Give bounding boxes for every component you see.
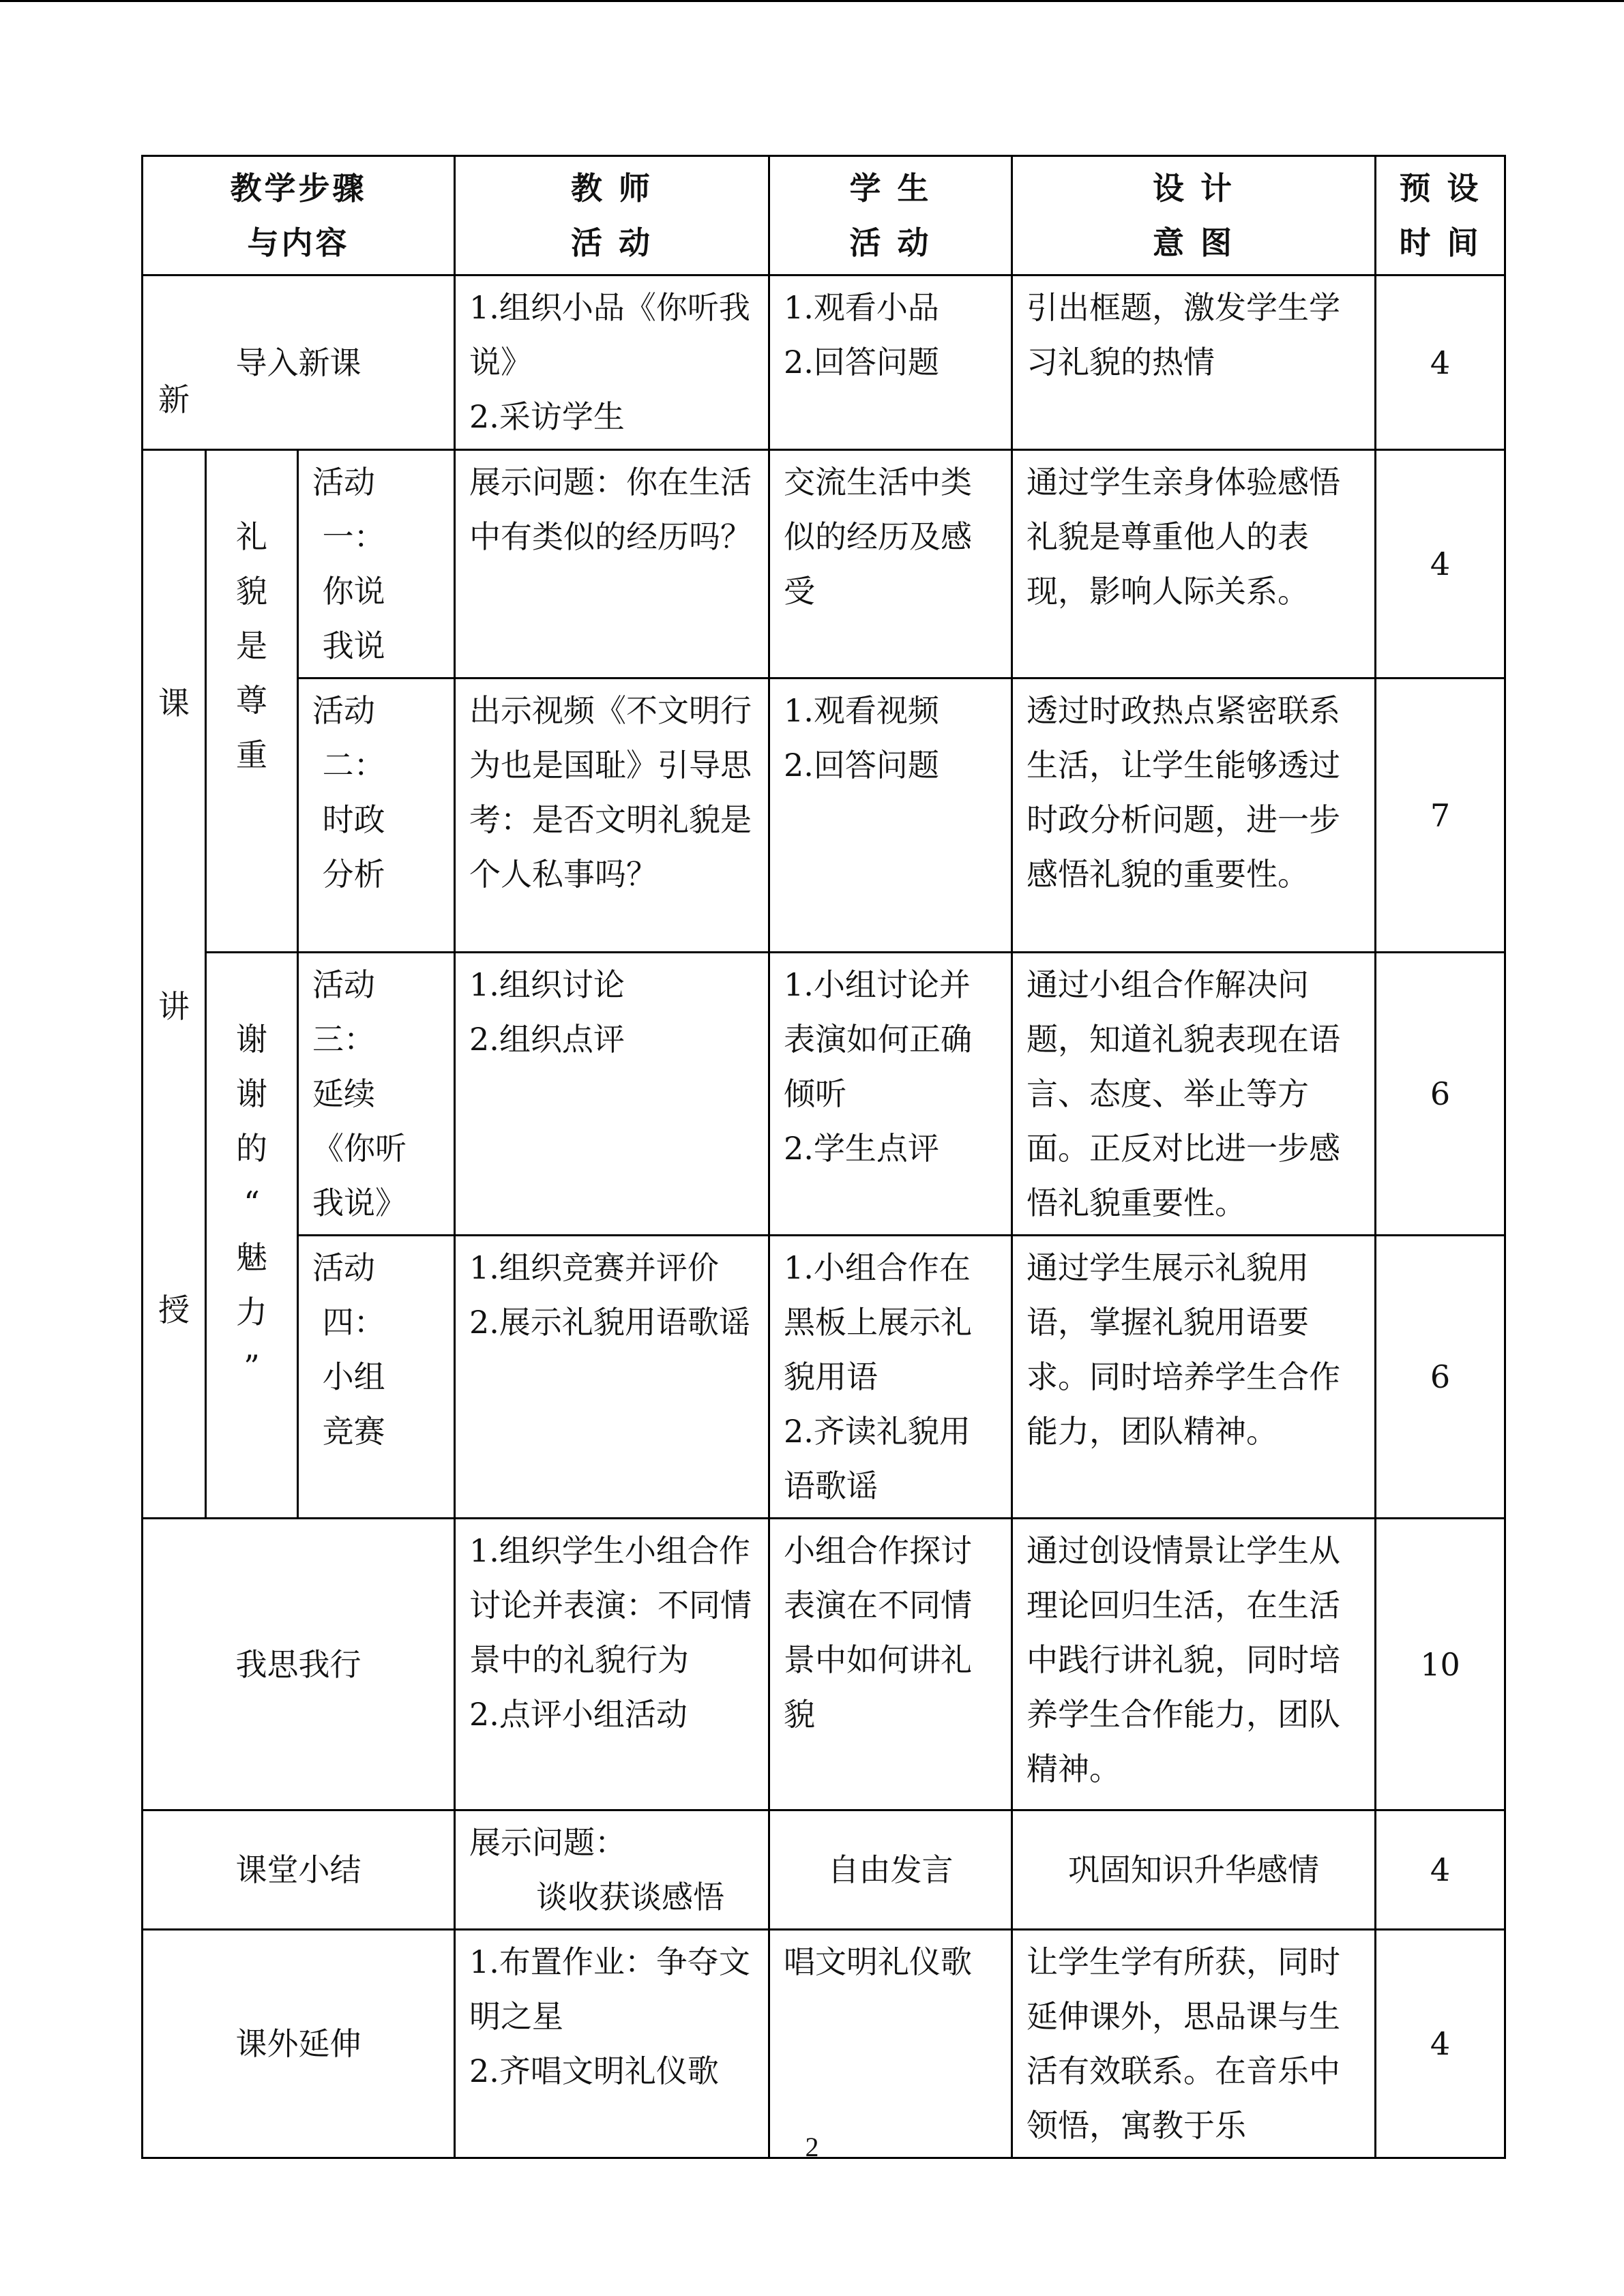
extension-student: 唱文明礼仪歌 bbox=[769, 1930, 1012, 2158]
activity-2-name: 活动 二： 时政 分析 bbox=[298, 679, 455, 953]
intro-design: 引出框题，激发学生学习礼貌的热情 bbox=[1012, 275, 1376, 450]
section1-char-3: 是 bbox=[236, 627, 267, 664]
activity-2-design: 透过时政热点紧密联系生活，让学生能够透过时政分析问题，进一步感悟礼貌的重要性。 bbox=[1012, 679, 1376, 953]
section1-char-5: 重 bbox=[236, 736, 267, 773]
summary-step: 课堂小结 bbox=[143, 1810, 455, 1930]
activity-1-student: 交流生活中类似的经历及感受 bbox=[769, 450, 1012, 679]
reflect-time: 10 bbox=[1376, 1519, 1505, 1810]
new-lesson-label bbox=[143, 381, 206, 1519]
activity-1-teacher: 展示问题：你在生活中有类似的经历吗？ bbox=[455, 450, 769, 679]
activity-3-teacher: 1.组织讨论 2.组织点评 bbox=[455, 953, 769, 1236]
header-time: 预 设 时 间 bbox=[1376, 156, 1505, 275]
header-design: 设 计 意 图 bbox=[1012, 156, 1376, 275]
summary-teacher-line1: 展示问题： bbox=[469, 1824, 627, 1861]
page-number: 2 bbox=[805, 2132, 819, 2162]
row-activity-1 bbox=[143, 450, 1505, 679]
section2-char-3: 的 bbox=[236, 1130, 267, 1167]
new-lesson-char-1: 新 bbox=[158, 381, 190, 418]
activity-4-design: 通过学生展示礼貌用语，掌握礼貌用语要求。同时培养学生合作能力，团队精神。 bbox=[1012, 1236, 1376, 1519]
summary-time: 4 bbox=[1376, 1810, 1505, 1930]
activity-3-student: 1.小组讨论并表演如何正确倾听 2.学生点评 bbox=[769, 953, 1012, 1236]
activity-4-teacher: 1.组织竞赛并评价 2.展示礼貌用语歌谣 bbox=[455, 1236, 769, 1519]
section2-char-7: ” bbox=[243, 1348, 260, 1385]
new-lesson-char-3: 讲 bbox=[158, 987, 190, 1025]
activity-3-design: 通过小组合作解决问题，知道礼貌表现在语言、态度、举止等方面。正反对比进一步感悟礼貌重要性。 bbox=[1012, 953, 1376, 1236]
activity-4-time: 6 bbox=[1376, 1236, 1505, 1519]
section1-label bbox=[206, 450, 298, 953]
activity-1-time: 4 bbox=[1376, 450, 1505, 679]
summary-teacher-line2: 谈收获谈感悟 bbox=[536, 1879, 725, 1915]
extension-time: 4 bbox=[1376, 1930, 1505, 2158]
activity-2-time: 7 bbox=[1376, 679, 1505, 953]
activity-2-student: 1.观看视频 2.回答问题 bbox=[769, 679, 1012, 953]
activity-1-design: 通过学生亲身体验感悟礼貌是尊重他人的表现，影响人际关系。 bbox=[1012, 450, 1376, 679]
reflect-step: 我思我行 bbox=[143, 1519, 455, 1810]
activity-3-name: 活动 三： 延续 《你听 我说》 bbox=[298, 953, 455, 1236]
activity-4-name: 活动 四： 小组 竞赛 bbox=[298, 1236, 455, 1519]
section1-char-4: 尊 bbox=[236, 682, 267, 719]
section2-char-5: 魅 bbox=[236, 1239, 267, 1276]
activity-3-time: 6 bbox=[1376, 953, 1505, 1236]
intro-time: 4 bbox=[1376, 275, 1505, 450]
new-lesson-char-2: 课 bbox=[158, 684, 190, 721]
extension-teacher: 1.布置作业：争夺文明之星 2.齐唱文明礼仪歌 bbox=[455, 1930, 769, 2158]
header-student: 学 生 活 动 bbox=[769, 156, 1012, 275]
extension-step: 课外延伸 bbox=[143, 1930, 455, 2158]
intro-step: 导入新课 bbox=[143, 275, 455, 450]
row-extension bbox=[143, 1930, 1505, 2158]
top-border-line bbox=[0, 0, 1624, 2]
lesson-plan-table bbox=[141, 155, 1506, 2159]
row-reflect bbox=[143, 1519, 1505, 1810]
header-step: 教学步骤 与内容 bbox=[143, 156, 455, 275]
summary-teacher bbox=[455, 1810, 769, 1930]
section2-char-1: 谢 bbox=[236, 1021, 267, 1058]
reflect-teacher: 1.组织学生小组合作讨论并表演：不同情景中的礼貌行为 2.点评小组活动 bbox=[455, 1519, 769, 1810]
section2-char-2: 谢 bbox=[236, 1075, 267, 1112]
section2-label bbox=[206, 953, 298, 1519]
intro-student: 1.观看小品 2.回答问题 bbox=[769, 275, 1012, 450]
row-activity-3 bbox=[143, 953, 1505, 1236]
activity-4-student: 1.小组合作在黑板上展示礼貌用语 2.齐读礼貌用语歌谣 bbox=[769, 1236, 1012, 1519]
extension-design: 让学生学有所获，同时延伸课外，思品课与生活有效联系。在音乐中领悟，寓教于乐 bbox=[1012, 1930, 1376, 2158]
section1-char-1: 礼 bbox=[236, 518, 267, 555]
summary-student: 自由发言 bbox=[769, 1810, 1012, 1930]
new-lesson-char-4: 授 bbox=[158, 1291, 190, 1328]
header-teacher: 教 师 活 动 bbox=[455, 156, 769, 275]
reflect-design: 通过创设情景让学生从理论回归生活，在生活中践行讲礼貌，同时培养学生合作能力，团队精神。 bbox=[1012, 1519, 1376, 1810]
activity-1-name: 活动 一： 你说 我说 bbox=[298, 450, 455, 679]
reflect-student: 小组合作探讨表演在不同情景中如何讲礼貌 bbox=[769, 1519, 1012, 1810]
activity-2-teacher: 出示视频《不文明行为也是国耻》引导思考：是否文明礼貌是个人私事吗？ bbox=[455, 679, 769, 953]
header-row bbox=[143, 156, 1505, 275]
row-summary bbox=[143, 1810, 1505, 1930]
intro-teacher: 1.组织小品《你听我说》 2.采访学生 bbox=[455, 275, 769, 450]
section2-char-4: “ bbox=[243, 1184, 260, 1221]
row-activity-2 bbox=[143, 679, 1505, 953]
section2-char-6: 力 bbox=[236, 1294, 267, 1330]
summary-design: 巩固知识升华感情 bbox=[1012, 1810, 1376, 1930]
row-activity-4 bbox=[143, 1236, 1505, 1519]
row-intro bbox=[143, 275, 1505, 450]
section1-char-2: 貌 bbox=[236, 573, 267, 610]
